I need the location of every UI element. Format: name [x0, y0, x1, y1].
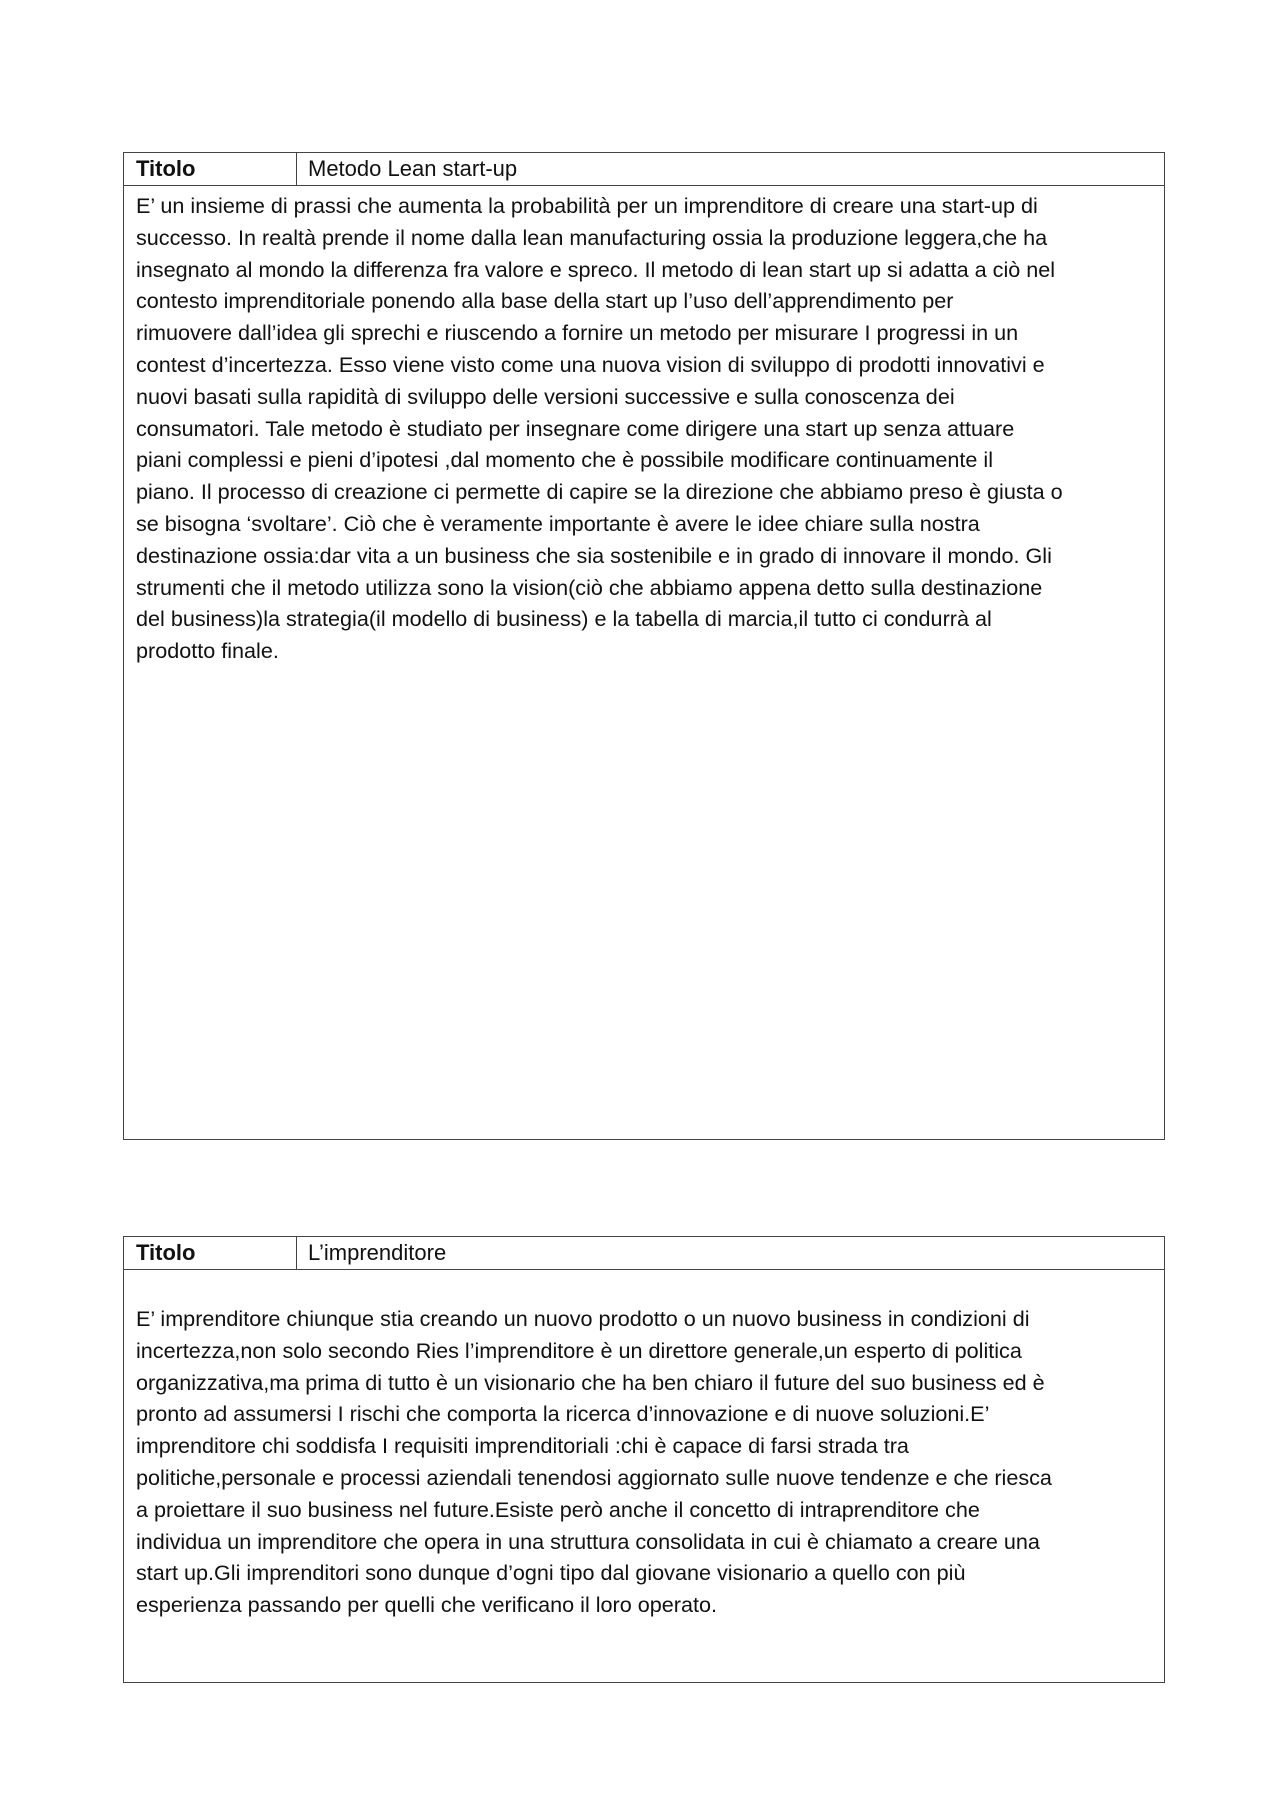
body-line: contesto imprenditoriale ponendo alla base della start up l’uso dell’apprendimento per: [136, 288, 954, 314]
body-line: consumatori. Tale metodo è studiato per insegnare come dirigere una start up senza attuare: [136, 415, 1015, 441]
body-line: piani complessi e pieni d’ipotesi ,dal momento che è possibile modificare continuamente il: [136, 447, 994, 473]
body-line: del business)la strategia(il modello di business) e la tabella di marcia,il tutto ci condurrà al: [136, 606, 992, 632]
body-line: successo. In realtà prende il nome dalla lean manufacturing ossia la produzione leggera,che ha: [136, 224, 1048, 250]
body-line: esperienza passando per quelli che verificano il loro operato.: [136, 1592, 717, 1618]
body-line: incertezza,non solo secondo Ries l’imprenditore è un direttore generale,un esperto di politica: [136, 1337, 1022, 1363]
body-line: insegnato al mondo la differenza fra valore e spreco. Il metodo di lean start up si adatta a ciò nel: [136, 256, 1056, 282]
card-body: [124, 1270, 1164, 1621]
card-body: [124, 186, 1164, 667]
card-imprenditore: [123, 1236, 1165, 1683]
body-line: nuovi basati sulla rapidità di sviluppo delle versioni successive e sulla conoscenza dei: [136, 383, 955, 409]
body-line: destinazione ossia:dar vita a un business che sia sostenibile e in grado di innovare il mondo. Gli: [136, 542, 1052, 568]
body-line: imprenditore chi soddisfa I requisiti imprenditoriali :chi è capace di farsi strada tra: [136, 1433, 909, 1459]
body-line: contest d’incertezza. Esso viene visto come una nuova vision di sviluppo di prodotti innovativi e: [136, 351, 1045, 377]
body-line: start up.Gli imprenditori sono dunque d’ogni tipo dal giovane visionario a quello con più: [136, 1560, 966, 1586]
body-line: strumenti che il metodo utilizza sono la vision(ciò che abbiamo appena detto sulla destinazione: [136, 574, 1043, 600]
title-label: Titolo: [124, 153, 297, 185]
body-line: E’ un insieme di prassi che aumenta la probabilità per un imprenditore di creare una start-up di: [136, 193, 1038, 218]
body-line: prodotto finale.: [136, 638, 279, 664]
body-line: piano. Il processo di creazione ci permette di capire se la direzione che abbiamo preso è giusta o: [136, 479, 1063, 505]
title-value: L’imprenditore: [308, 1240, 447, 1265]
body-line: se bisogna ‘svoltare’. Ciò che è veramente importante è avere le idee chiare sulla nostra: [136, 510, 980, 536]
body-line: politiche,personale e processi aziendali tenendosi aggiornato sulle nuove tendenze e che riesca: [136, 1464, 1052, 1490]
card-header: [124, 1237, 1164, 1270]
body-line: individua un imprenditore che opera in una struttura consolidata in cui è chiamato a creare una: [136, 1528, 1040, 1554]
body-line: E’ imprenditore chiunque stia creando un nuovo prodotto o un nuovo business in condizioni di: [136, 1306, 1030, 1331]
body-line: rimuovere dall’idea gli sprechi e riuscendo a fornire un metodo per misurare I progressi in un: [136, 320, 1019, 346]
body-line: organizzativa,ma prima di tutto è un visionario che ha ben chiaro il future del suo business ed è: [136, 1369, 1045, 1395]
card-lean-startup: [123, 152, 1165, 1140]
body-line: pronto ad assumersi I rischi che comporta la ricerca d’innovazione e di nuove soluzioni.E’: [136, 1401, 990, 1427]
title-value: Metodo Lean start-up: [308, 156, 518, 181]
body-line: a proiettare il suo business nel future.Esiste però anche il concetto di intraprenditore che: [136, 1496, 980, 1522]
title-label: Titolo: [124, 1237, 297, 1269]
card-header: [124, 153, 1164, 186]
